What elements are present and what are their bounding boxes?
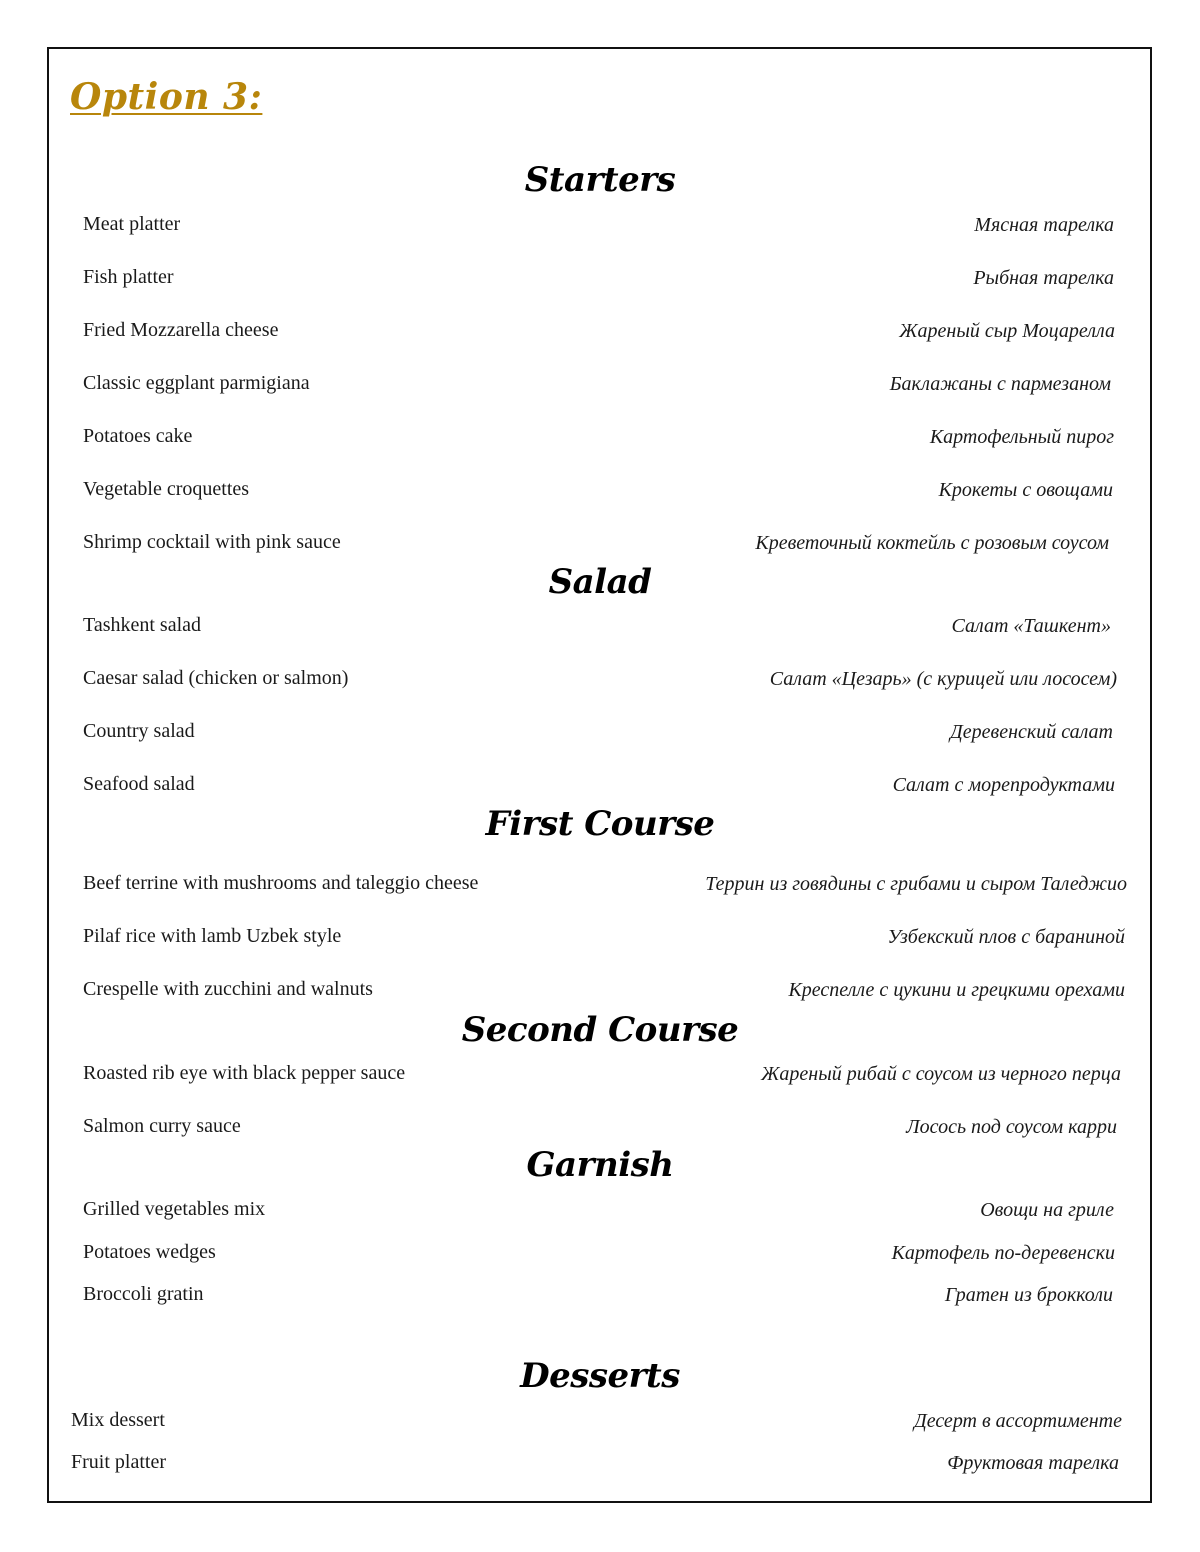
menu-item-ru: Крокеты с овощами	[938, 479, 1113, 501]
menu-item-ru: Салат с морепродуктами	[892, 774, 1115, 796]
menu-item-ru: Креспелле с цукини и грецкими орехами	[788, 979, 1125, 1001]
menu-item-en: Vegetable croquettes	[83, 478, 250, 500]
menu-item-en: Fish platter	[83, 266, 174, 288]
menu-item-ru: Лосось под соусом карри	[906, 1116, 1117, 1138]
menu-item-en: Salmon curry sauce	[83, 1115, 241, 1137]
menu-item-ru: Гратен из брокколи	[944, 1284, 1113, 1306]
menu-item-en: Tashkent salad	[83, 614, 202, 636]
section-heading-second-course: Second Course	[461, 1010, 739, 1050]
menu-item-ru: Креветочный коктейль с розовым соусом	[755, 532, 1109, 554]
section-heading-starters: Starters	[524, 160, 676, 200]
menu-item-ru: Жареный сыр Моцарелла	[899, 320, 1115, 342]
menu-item-ru: Рыбная тарелка	[973, 267, 1114, 289]
menu-item-ru: Салат «Цезарь» (с курицей или лососем)	[769, 668, 1117, 690]
menu-item-en: Classic eggplant parmigiana	[83, 372, 310, 394]
menu-item-ru: Жареный рибай с соусом из черного перца	[761, 1063, 1121, 1085]
menu-item-en: Caesar salad (chicken or salmon)	[83, 667, 349, 689]
menu-item-en: Fruit platter	[71, 1451, 166, 1473]
menu-item-ru: Мясная тарелка	[974, 214, 1114, 236]
menu-item-ru: Фруктовая тарелка	[947, 1452, 1119, 1474]
menu-item-en: Potatoes cake	[83, 425, 193, 447]
menu-item-en: Country salad	[83, 720, 195, 742]
menu-item-ru: Картофельный пирог	[929, 426, 1114, 448]
menu-item-ru: Узбекский плов с бараниной	[887, 926, 1125, 948]
menu-item-en: Roasted rib eye with black pepper sauce	[83, 1062, 406, 1084]
menu-item-ru: Картофель по-деревенски	[891, 1242, 1115, 1264]
section-heading-salad: Salad	[548, 562, 652, 602]
menu-item-en: Crespelle with zucchini and walnuts	[83, 978, 373, 1000]
section-heading-garnish: Garnish	[526, 1145, 674, 1185]
menu-item-ru: Деревенский салат	[950, 721, 1113, 743]
menu-item-ru: Салат «Ташкент»	[951, 615, 1111, 637]
menu-item-en: Meat platter	[83, 213, 181, 235]
menu-item-ru: Террин из говядины с грибами и сыром Таледжио	[705, 873, 1127, 895]
section-heading-desserts: Desserts	[520, 1356, 680, 1396]
menu-item-en: Pilaf rice with lamb Uzbek style	[83, 925, 342, 947]
menu-item-ru: Овощи на гриле	[980, 1199, 1114, 1221]
section-heading-first-course: First Course	[485, 804, 715, 844]
menu-item-ru: Десерт в ассортименте	[913, 1410, 1122, 1432]
menu-item-ru: Баклажаны с пармезаном	[889, 373, 1111, 395]
menu-item-en: Shrimp cocktail with pink sauce	[83, 531, 341, 553]
menu-item-en: Fried Mozzarella cheese	[83, 319, 279, 341]
menu-item-en: Broccoli gratin	[83, 1283, 204, 1305]
option-title: Option 3:	[70, 76, 263, 118]
menu-item-en: Seafood salad	[83, 773, 195, 795]
menu-item-en: Mix dessert	[71, 1409, 165, 1431]
menu-item-en: Beef terrine with mushrooms and taleggio cheese	[83, 872, 479, 894]
menu-item-en: Potatoes wedges	[83, 1241, 216, 1263]
menu-item-en: Grilled vegetables mix	[83, 1198, 266, 1220]
